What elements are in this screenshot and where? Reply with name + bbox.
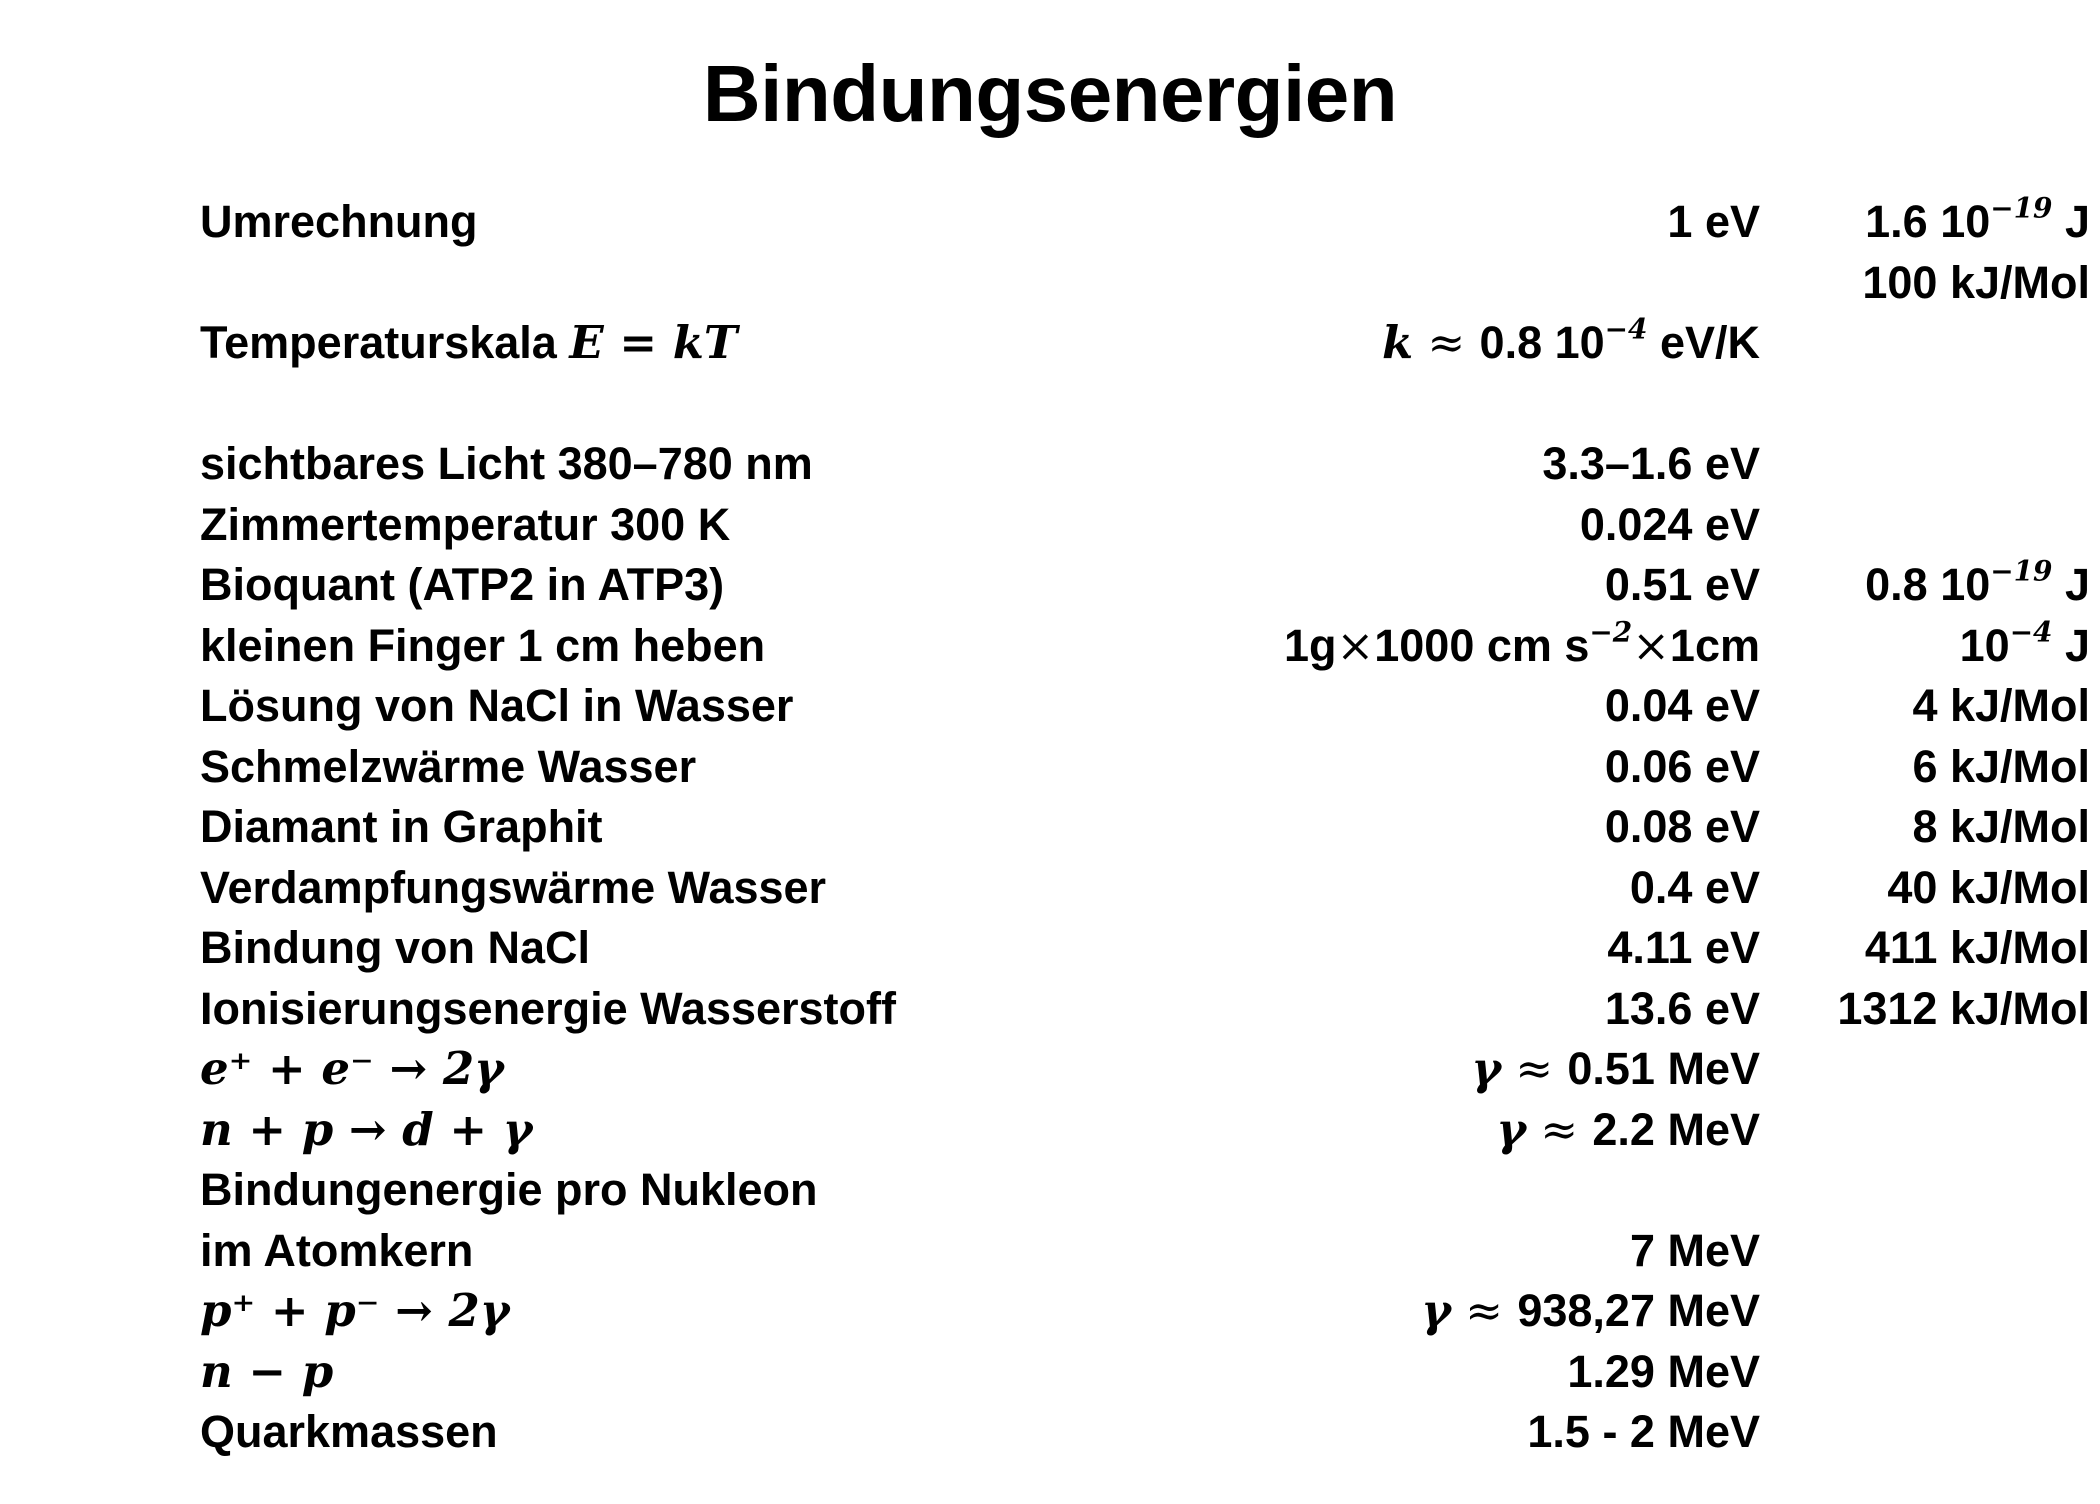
row-label: n + p → d + γ <box>200 1102 533 1156</box>
row-label: Bindungenergie pro Nukleon <box>200 1164 818 1215</box>
table-row <box>200 253 2090 314</box>
row-label: Umrechnung <box>200 196 478 247</box>
row-value: 1 eV <box>1667 196 1760 247</box>
row-label: kleinen Finger 1 cm heben <box>200 619 766 671</box>
row-label: p⁺ + p⁻ → 2γ <box>200 1284 510 1337</box>
row-value: 0.04 eV <box>1604 680 1760 731</box>
row-value: γ ≈ 2.2 MeV <box>1496 1102 1760 1156</box>
spacer-row <box>200 374 1900 435</box>
row-value: 0.024 eV <box>1579 498 1760 550</box>
row-extra: 4 kJ/Mol <box>1912 680 2090 731</box>
table-row <box>200 979 2090 1040</box>
row-label: e⁺ + e⁻ → 2γ <box>200 1042 504 1095</box>
row-value: 3.3–1.6 eV <box>1542 438 1760 489</box>
row-value: 0.4 eV <box>1629 861 1760 913</box>
row-extra: 0.8 $10^{-19}$ J <box>1865 554 2090 610</box>
row-label: Bioquant (ATP2 in ATP3) <box>200 559 725 610</box>
table-row <box>200 1039 1900 1100</box>
row-value: γ ≈ 0.51 MeV <box>1471 1042 1760 1095</box>
energy-table <box>200 191 2090 1463</box>
row-extra: 8 kJ/Mol <box>1912 801 2090 852</box>
row-value: 0.06 eV <box>1604 740 1760 792</box>
table-row <box>200 191 2090 253</box>
table-row <box>200 676 2090 737</box>
row-extra: 1312 kJ/Mol <box>1837 982 2090 1034</box>
row-label: Temperaturskala E = kT <box>200 316 738 369</box>
row-label: Bindung von NaCl <box>200 922 590 973</box>
page-title: Bindungsenergien <box>702 49 1398 138</box>
row-value: k ≈ 0.8 $10^{-4}$ eV/K <box>1382 312 1760 369</box>
table-row <box>200 1221 1900 1282</box>
table-row <box>200 614 2090 677</box>
table-row <box>200 1281 1900 1342</box>
row-value: 13.6 eV <box>1604 982 1760 1034</box>
row-value: γ ≈ 938,27 MeV <box>1421 1284 1760 1337</box>
row-label: sichtbares Licht 380–780 nm <box>200 438 813 489</box>
row-value: 1.5 - 2 MeV <box>1527 1406 1760 1457</box>
table-row <box>200 313 1900 374</box>
row-value: 0.51 eV <box>1604 559 1760 610</box>
table-row <box>200 918 2090 979</box>
row-value: 1.29 MeV <box>1567 1345 1760 1397</box>
row-label: Ionisierungsenergie Wasserstoff <box>200 982 897 1034</box>
row-label: Schmelzwärme Wasser <box>200 740 697 792</box>
table-row <box>200 858 2090 919</box>
row-label: Verdampfungswärme Wasser <box>200 861 827 913</box>
table-row <box>200 1402 1900 1463</box>
row-extra: 40 kJ/Mol <box>1887 861 2090 913</box>
row-value: 0.08 eV <box>1604 801 1760 852</box>
row-extra: $10^{-4}$ J <box>1959 614 2090 671</box>
table-row <box>200 1160 1900 1221</box>
row-label: Lösung von NaCl in Wasser <box>200 680 794 731</box>
row-value: 4.11 eV <box>1607 922 1760 973</box>
table-row <box>200 554 2090 616</box>
row-extra: 1.6 $10^{-19}$ J <box>1865 191 2090 247</box>
table-row <box>200 797 2090 858</box>
row-label: Zimmertemperatur 300 K <box>200 498 731 550</box>
table-row <box>200 1342 1900 1403</box>
table-row <box>200 495 1900 556</box>
row-label: n − p <box>200 1344 334 1398</box>
row-extra: 411 kJ/Mol <box>1864 922 2090 973</box>
table-row <box>200 737 2090 798</box>
row-label: im Atomkern <box>200 1224 474 1276</box>
table-row <box>200 434 1900 495</box>
row-value: 7 MeV <box>1629 1224 1760 1276</box>
row-value: 1g×1000 cm $s^{-2}\times 1cm$ <box>1284 614 1760 672</box>
table-row <box>200 1100 1900 1161</box>
row-label: Diamant in Graphit <box>200 801 603 852</box>
row-extra: 6 kJ/Mol <box>1912 740 2090 792</box>
row-extra: 100 kJ/Mol <box>1862 256 2090 308</box>
row-label: Quarkmassen <box>200 1406 498 1457</box>
